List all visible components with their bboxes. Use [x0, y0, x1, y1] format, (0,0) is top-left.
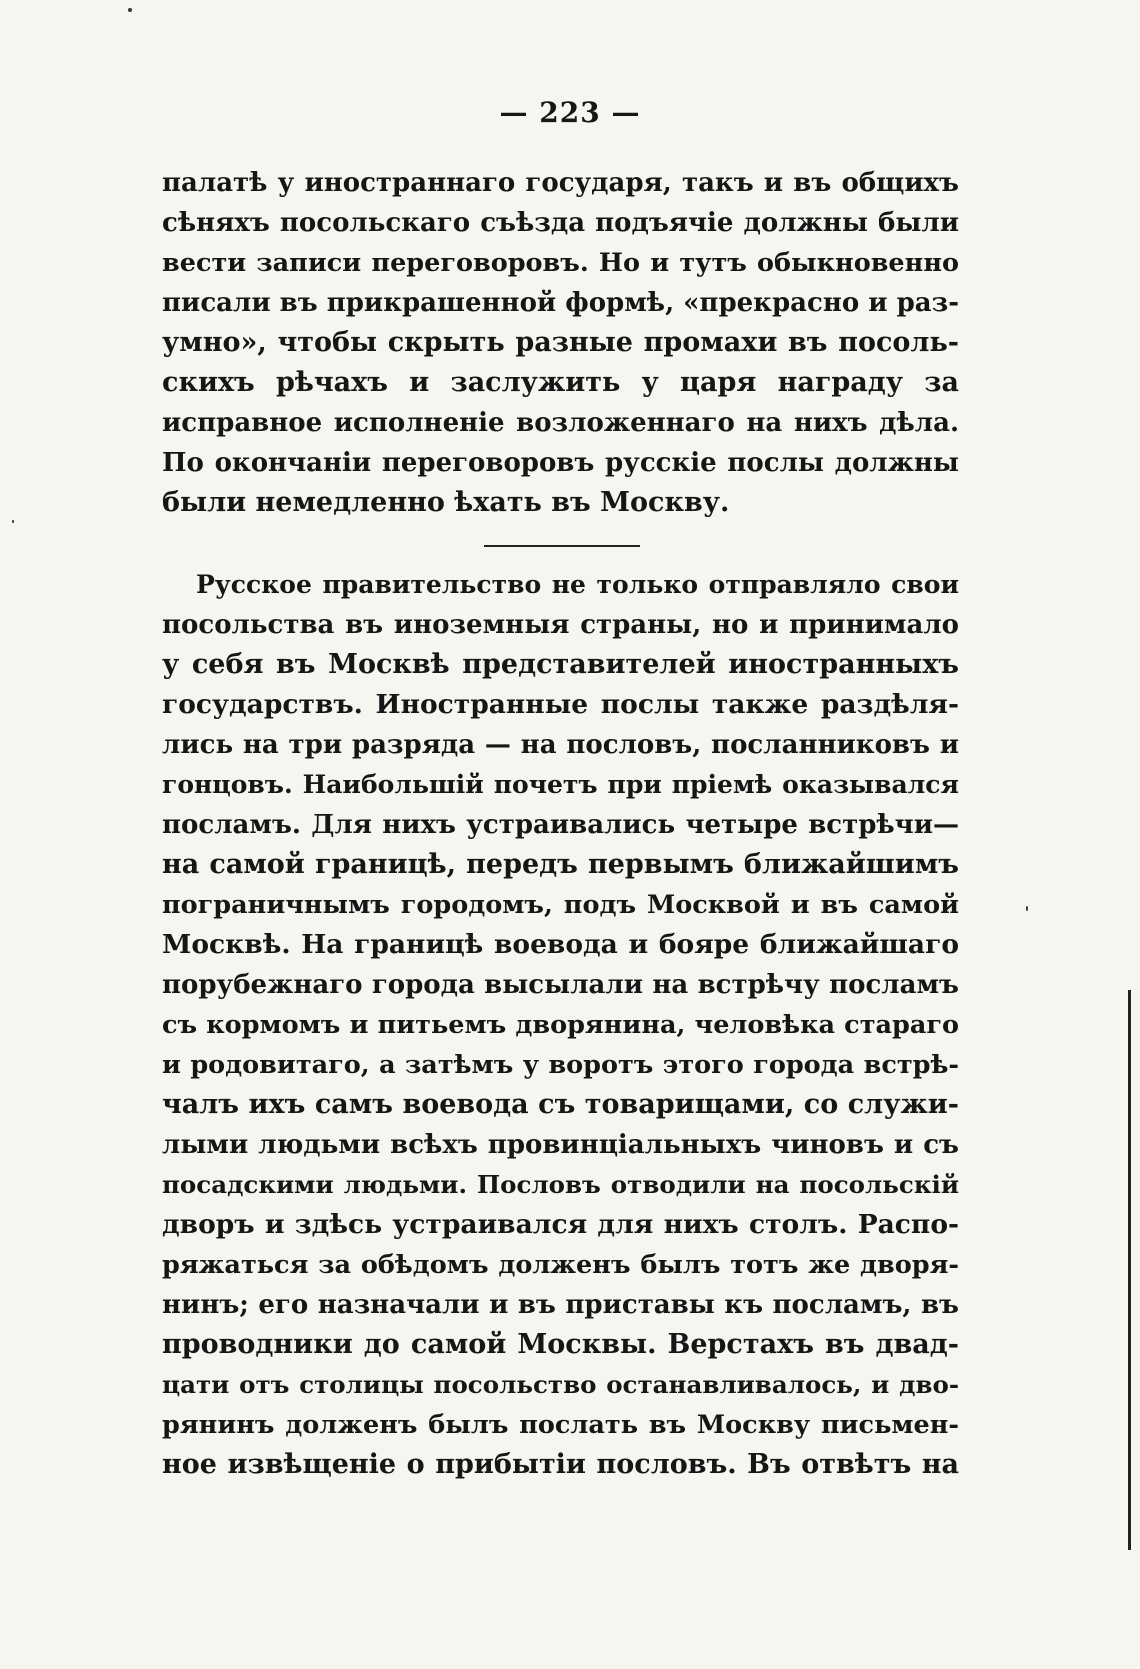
text-line: исправное исполненіе возложеннаго на нихъ дѣла. — [162, 408, 959, 438]
text-line: пограничнымъ городомъ, подъ Москвой и въ самой — [162, 890, 959, 920]
text-line: скихъ рѣчахъ и заслужить у царя награду за — [162, 367, 959, 398]
text-line: ряжаться за обѣдомъ долженъ былъ тотъ же дворя- — [162, 1250, 959, 1280]
text-line: были немедленно ѣхать въ Москву. — [162, 487, 730, 518]
text-line: Русское правительство не только отправляло свои — [196, 570, 959, 599]
text-line: посламъ. Для нихъ устраивались четыре встрѣчи— — [162, 810, 959, 840]
page-number: — 223 — — [499, 96, 641, 129]
text-line: государствъ. Иностранные послы также раздѣля- — [162, 689, 959, 720]
text-line: нинъ; его назначали и въ приставы къ посламъ, въ — [162, 1290, 959, 1320]
paragraph-2 — [162, 565, 959, 1485]
text-line: порубежнаго города высылали на встрѣчу посламъ — [162, 970, 959, 1000]
section-separator — [484, 545, 640, 547]
scan-margin-rule — [1128, 990, 1131, 1550]
text-line: писали въ прикрашенной формѣ, «прекрасно и раз- — [162, 288, 959, 318]
text-line: По окончаніи переговоровъ русскіе послы должны — [162, 448, 959, 478]
text-line: ное извѣщеніе о прибытіи пословъ. Въ отвѣтъ на — [162, 1449, 959, 1480]
text-line: дворъ и здѣсь устраивался для нихъ столъ. Распо- — [162, 1209, 959, 1240]
text-line: чалъ ихъ самъ воевода съ товарищами, со служи- — [162, 1089, 959, 1120]
text-line: лись на три разряда — на пословъ, посланниковъ и — [162, 730, 959, 760]
text-line: на самой границѣ, передъ первымъ ближайшимъ — [162, 849, 959, 880]
text-line: умно», чтобы скрыть разные промахи въ посоль- — [162, 327, 959, 358]
text-line: съ кормомъ и питьемъ дворянина, человѣка стараго — [162, 1010, 959, 1040]
text-line: гонцовъ. Наибольшій почетъ при пріемѣ оказывался — [162, 770, 959, 799]
text-line: цати отъ столицы посольство останавливалось, и дво- — [162, 1370, 959, 1399]
scan-speck — [12, 520, 14, 523]
text-line: рянинъ долженъ былъ послать въ Москву письмен- — [162, 1410, 959, 1440]
text-line: проводники до самой Москвы. Верстахъ въ двад- — [162, 1329, 959, 1360]
text-line: у себя въ Москвѣ представителей иностранныхъ — [162, 649, 959, 680]
text-line: сѣняхъ посольскаго съѣзда подъячіе должны были — [162, 208, 959, 238]
text-line: посадскими людьми. Пословъ отводили на посольскій — [162, 1170, 959, 1199]
scan-speck — [128, 8, 132, 12]
scan-speck — [1026, 906, 1028, 911]
text-line: вести записи переговоровъ. Но и тутъ обыкновенно — [162, 248, 959, 278]
text-line: посольства въ иноземныя страны, но и принимало — [162, 610, 959, 640]
paragraph-1 — [162, 163, 959, 523]
text-line: и родовитаго, а затѣмъ у воротъ этого города встрѣ- — [162, 1050, 959, 1080]
text-line: лыми людьми всѣхъ провинціальныхъ чиновъ и съ — [162, 1130, 959, 1160]
text-line: Москвѣ. На границѣ воевода и бояре ближайшаго — [162, 929, 959, 960]
text-line: палатѣ у иностраннаго государя, такъ и въ общихъ — [162, 168, 959, 198]
